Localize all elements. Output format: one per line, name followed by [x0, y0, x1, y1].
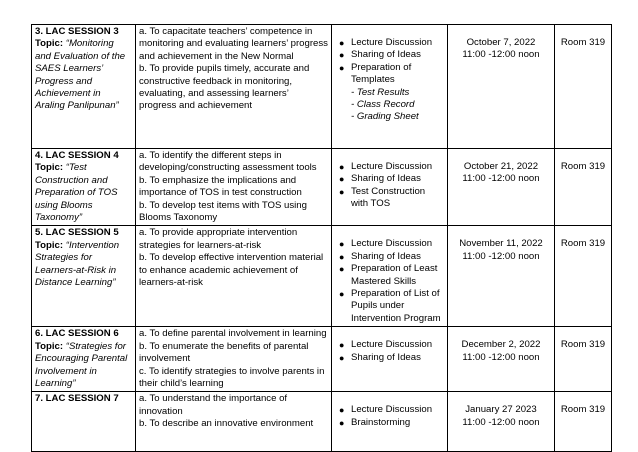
sub-activity-item [335, 99, 444, 111]
topic-label: Topic: [35, 239, 64, 251]
objective-item: b. To develop test items with TOS using Blooms Taxonomy [139, 199, 307, 224]
activity-text: Sharing of Ideas [351, 250, 421, 262]
session-date: January 27 2023 [465, 404, 537, 416]
activity-text: Lecture Discussion [351, 404, 433, 416]
objective-item: b. To describe an innovative environment [139, 418, 314, 430]
venue-cell [555, 392, 612, 452]
objective-item: b. To develop effective intervention material to enhance academic achievement of learners-at-risk [139, 252, 324, 289]
session-cell [32, 392, 136, 452]
table-body [32, 25, 612, 452]
bullet-icon: ● [339, 50, 345, 61]
session-date: November 11, 2022 [459, 238, 543, 250]
activity-item [335, 37, 444, 49]
activity-text: Preparation of Templates [351, 61, 412, 86]
activity-text: Lecture Discussion [351, 238, 433, 250]
activity-text: Test Construction with TOS [351, 185, 426, 210]
topic-text: “Test Construction and Preparation of TOS using Blooms Taxonomy” [35, 162, 118, 224]
objective-item: b. To emphasize the implications and importance of TOS in test construction [139, 174, 302, 199]
activity-item [335, 173, 444, 185]
objective-item: a. To capacitate teachers’ competence in monitoring and evaluating learners’ progress and achievement in the New Normal [139, 26, 328, 62]
session-cell [32, 149, 136, 226]
session-venue: Room 319 [560, 37, 606, 48]
sub-activity-text: - Class Record [351, 99, 415, 111]
activity-text: Lecture Discussion [351, 161, 433, 172]
activities-cell [332, 149, 448, 226]
venue-cell [555, 149, 612, 226]
session-time: 11:00 -12:00 noon [462, 416, 540, 428]
activities-cell [332, 327, 448, 392]
session-venue: Room 319 [560, 339, 606, 351]
objective-item: a. To provide appropriate intervention strategies for learners-at-risk [139, 227, 298, 251]
objectives-cell [136, 327, 332, 392]
session-date: October 7, 2022 [466, 37, 536, 48]
activity-text: Brainstorming [351, 416, 411, 428]
sub-activity-text: - Test Results [351, 86, 410, 98]
objectives-cell [136, 149, 332, 226]
activity-text: Lecture Discussion [351, 37, 433, 48]
activity-item [335, 339, 444, 351]
objective-item: a. To identify the different steps in developing/constructing assessment tools [139, 150, 317, 174]
session-title: 3. LAC SESSION 3 [35, 26, 119, 37]
session-title: 6. LAC SESSION 6 [35, 328, 119, 340]
session-venue: Room 319 [560, 238, 606, 250]
objective-item: b. To provide pupils timely, accurate and constructive feedback in monitoring, evaluating, and assessing learners’ progress and achievement [139, 63, 310, 112]
activity-text: Preparation of List of Pupils under Intervention Program [351, 288, 441, 324]
session-cell [32, 25, 136, 149]
venue-cell [555, 226, 612, 327]
bullet-icon: ● [339, 186, 345, 197]
session-time: 11:00 -12:00 noon [462, 351, 540, 363]
bullet-icon: ● [339, 352, 345, 363]
activity-text: Sharing of Ideas [351, 173, 421, 185]
session-row [32, 327, 612, 392]
lac-sessions-table [31, 24, 612, 452]
activity-text: Lecture Discussion [351, 339, 433, 351]
schedule-cell [448, 392, 555, 452]
activities-cell [332, 226, 448, 327]
session-row [32, 149, 612, 226]
session-time: 11:00 -12:00 noon [462, 173, 540, 185]
bullet-icon: ● [339, 38, 345, 48]
topic-text: “Intervention Strategies for Learners-at-Risk in Distance Learning” [35, 239, 120, 289]
session-venue: Room 319 [560, 404, 606, 416]
session-row [32, 25, 612, 149]
session-date: October 21, 2022 [463, 161, 539, 172]
activity-item [335, 263, 444, 288]
bullet-icon: ● [339, 340, 345, 351]
bullet-icon: ● [339, 405, 345, 416]
schedule-cell [448, 226, 555, 327]
topic-label: Topic: [35, 38, 64, 50]
session-cell [32, 327, 136, 392]
sub-activity-item [335, 87, 444, 99]
schedule-cell [448, 327, 555, 392]
activity-text: Preparation of Least Mastered Skills [351, 263, 438, 287]
bullet-icon: ● [339, 162, 345, 172]
activity-text: Sharing of Ideas [351, 49, 421, 61]
activity-item [335, 288, 444, 325]
activity-item [335, 404, 444, 416]
objective-item: a. To understand the importance of innovation [139, 393, 288, 417]
activity-item [335, 238, 444, 250]
venue-cell [555, 327, 612, 392]
activity-item [335, 251, 444, 263]
activity-text: Sharing of Ideas [351, 351, 421, 363]
session-venue: Room 319 [560, 161, 606, 172]
activity-item [335, 186, 444, 211]
topic-label: Topic: [35, 340, 64, 352]
objectives-cell [136, 25, 332, 149]
topic-text: “Strategies for Encouraging Parental Involvement in Learning” [35, 340, 128, 389]
sub-activity-item [335, 111, 444, 123]
bullet-icon: ● [339, 239, 345, 250]
topic-text: “Monitoring and Evaluation of the SAES Learners’ Progress and Achievement in Araling Panlipunan” [35, 38, 126, 112]
schedule-cell [448, 25, 555, 149]
objectives-cell [136, 226, 332, 327]
bullet-icon: ● [339, 264, 345, 275]
session-row [32, 392, 612, 452]
topic-label: Topic: [35, 162, 64, 174]
venue-cell [555, 25, 612, 149]
session-time: 11:00 -12:00 noon [462, 250, 540, 262]
schedule-cell [448, 149, 555, 226]
activities-cell [332, 25, 448, 149]
bullet-icon: ● [339, 62, 345, 73]
session-time: 11:00 -12:00 noon [462, 49, 540, 61]
activities-cell [332, 392, 448, 452]
session-title: 4. LAC SESSION 4 [35, 150, 119, 161]
activity-item [335, 49, 444, 61]
session-cell [32, 226, 136, 327]
session-row [32, 226, 612, 327]
objectives-cell [136, 392, 332, 452]
sub-activity-text: - Grading Sheet [351, 111, 419, 123]
session-title: 7. LAC SESSION 7 [35, 393, 119, 405]
bullet-icon: ● [339, 251, 345, 262]
bullet-icon: ● [339, 289, 345, 300]
objective-item: a. To define parental involvement in learning [139, 328, 327, 340]
objective-item: b. To enumerate the benefits of parental involvement [139, 340, 309, 365]
activity-item [335, 161, 444, 173]
bullet-icon: ● [339, 417, 345, 428]
session-date: December 2, 2022 [461, 339, 541, 351]
activity-item [335, 62, 444, 87]
activity-item [335, 417, 444, 429]
session-title: 5. LAC SESSION 5 [35, 227, 119, 239]
activity-item [335, 352, 444, 364]
bullet-icon: ● [339, 174, 345, 185]
objective-item: c. To identify strategies to involve parents in their child’s learning [139, 365, 325, 389]
